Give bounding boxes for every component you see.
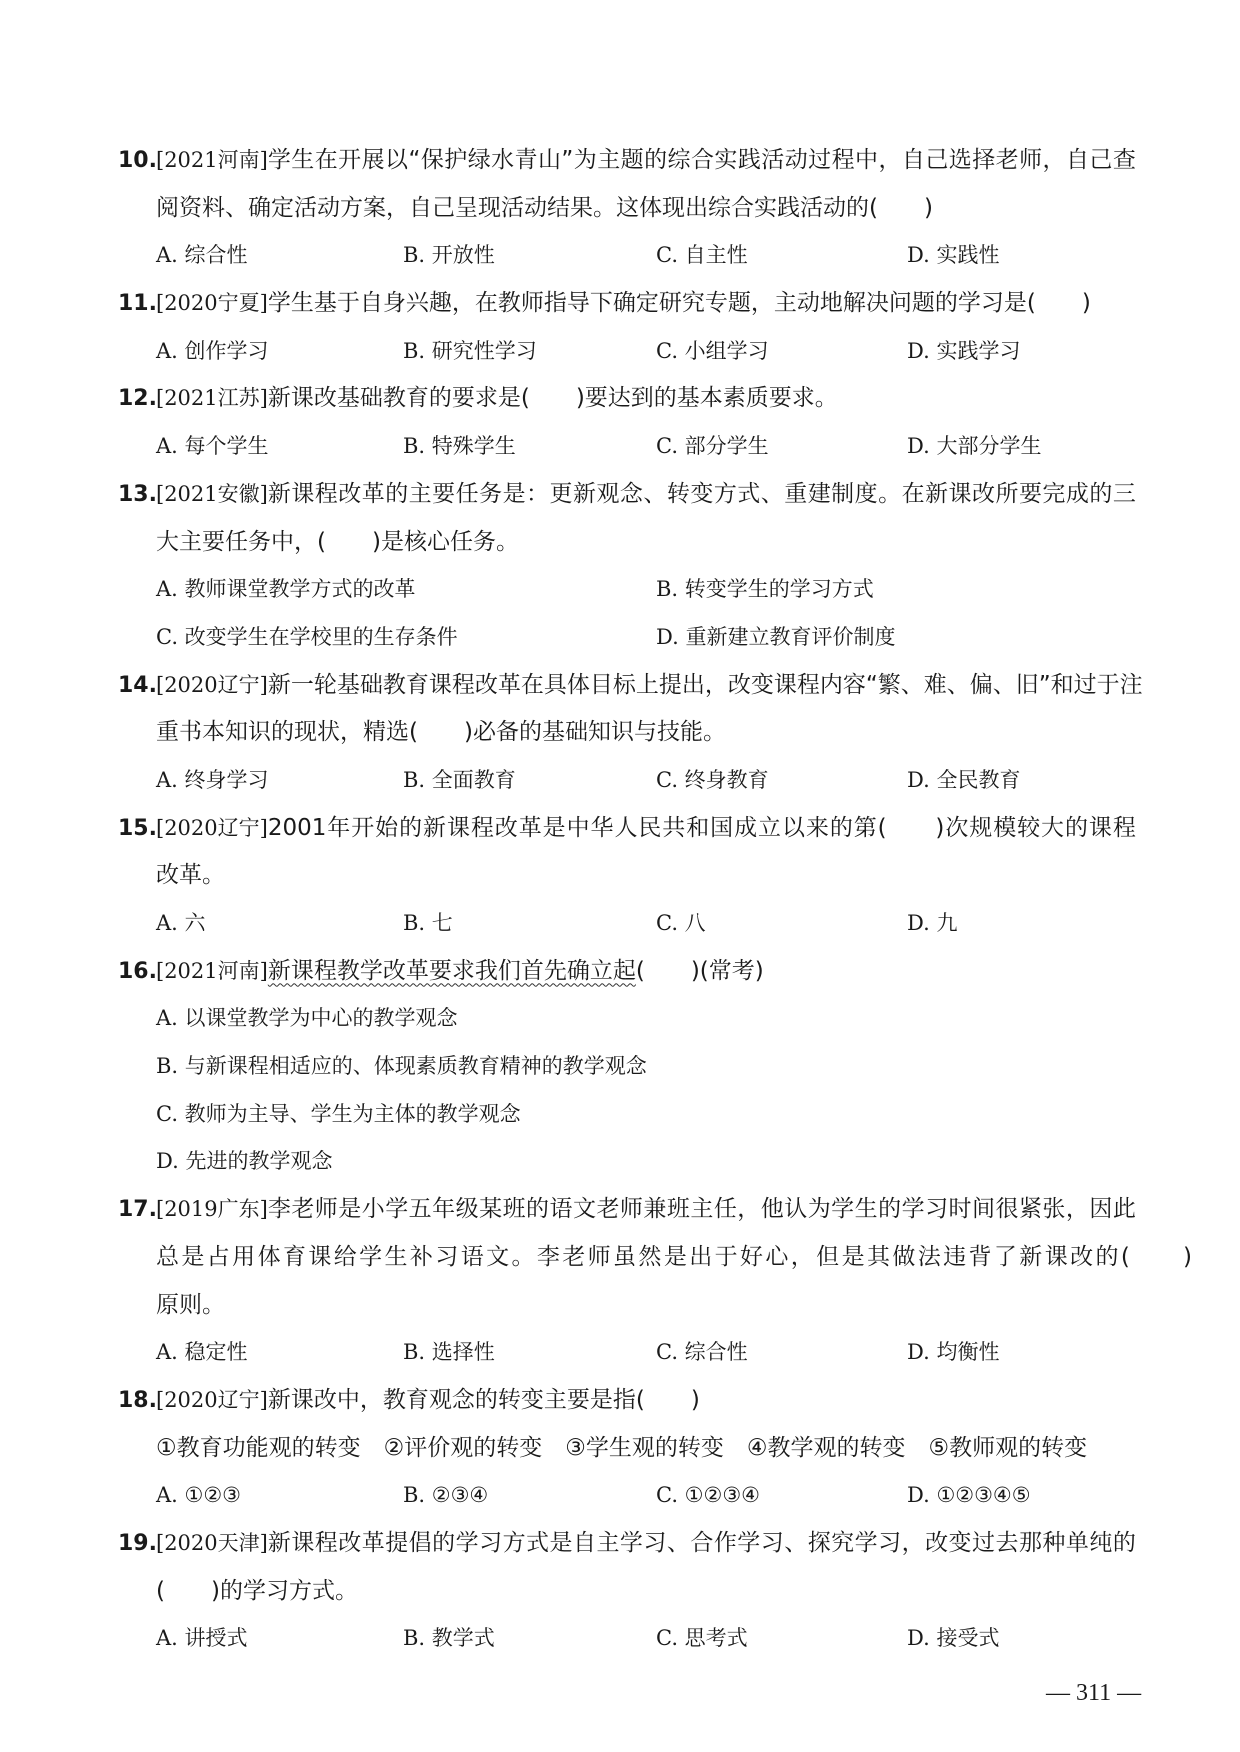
question-stem-line [118, 1186, 1192, 1234]
option-a: A. 终身学习 [156, 767, 269, 792]
question-number: 10. [118, 148, 157, 173]
question-stem-line [118, 1568, 1192, 1616]
question-14 [118, 662, 1192, 805]
question-source: [2020天津] [156, 1530, 268, 1555]
question-stem-line [118, 805, 1192, 853]
question-number: 16. [118, 958, 157, 984]
question-stem-line [118, 137, 1192, 185]
option-a: A. 讲授式 [156, 1626, 248, 1651]
option-a: A. 六 [156, 911, 206, 935]
stem-text: 2001年开始的新课程改革是中华人民共和国成立以来的第( )次规模较大的课程 [267, 814, 1136, 841]
question-11 [118, 280, 1192, 375]
option-b: B. 特殊学生 [403, 434, 516, 459]
option-d: D. 实践性 [907, 243, 1000, 268]
question-source: [2021江苏] [156, 386, 268, 411]
question-stem-line [118, 1282, 1192, 1330]
question-number: 11. [118, 291, 157, 317]
question-stem-line [118, 519, 1192, 567]
option-c: C. 自主性 [656, 243, 748, 268]
option-row [118, 423, 1192, 471]
option-a: A. 每个学生 [156, 434, 269, 459]
question-10 [118, 137, 1192, 280]
question-source: [2021安徽] [156, 481, 268, 506]
question-stem-line [118, 280, 1192, 328]
question-16 [118, 948, 1192, 1186]
option-row [118, 995, 1192, 1043]
question-source: [2020辽宁] [156, 815, 268, 840]
stem-text: 重书本知识的现状，精选( )必备的基础知识与技能。 [156, 719, 726, 746]
stem-text: 新一轮基础教育课程改革在具体目标上提出，改变课程内容“繁、难、偏、旧”和过于注 [267, 671, 1143, 698]
stem-text: 新课程改革提倡的学习方式是自主学习、合作学习、探究学习，改变过去那种单纯的 [267, 1529, 1136, 1556]
option-c: C. 部分学生 [656, 434, 769, 459]
question-number: 13. [118, 481, 157, 507]
stem-text: 新课改中，教育观念的转变主要是指( ) [267, 1386, 700, 1413]
question-18 [118, 1377, 1192, 1520]
option-row [118, 900, 1192, 948]
option-a: A. ①②③ [156, 1483, 241, 1508]
option-row [118, 1329, 1192, 1377]
option-c: C. 教师为主导、学生为主体的教学观念 [156, 1101, 521, 1126]
option-row [118, 1615, 1192, 1663]
option-b: B. 转变学生的学习方式 [656, 577, 874, 602]
option-c: C. 小组学习 [656, 338, 769, 363]
stem-text: 新课改基础教育的要求是( )要达到的基本素质要求。 [267, 385, 838, 412]
question-stem-line [118, 852, 1192, 900]
stem-text: ①教育功能观的转变 ②评价观的转变 ③学生观的转变 ④教学观的转变 ⑤教师观的转变 [156, 1434, 1088, 1461]
option-d: D. 全民教育 [907, 767, 1021, 792]
question-12 [118, 375, 1192, 470]
question-number: 12. [118, 386, 157, 412]
option-d: D. 实践学习 [907, 338, 1021, 363]
question-number: 17. [118, 1197, 157, 1223]
option-c: C. ①②③④ [656, 1483, 760, 1508]
option-b: B. 开放性 [403, 243, 495, 268]
option-c: C. 改变学生在学校里的生存条件 [156, 624, 458, 649]
option-b: B. 教学式 [403, 1626, 495, 1651]
option-d: D. 均衡性 [907, 1340, 1000, 1365]
question-source: [2020宁夏] [156, 291, 268, 316]
option-row [118, 1472, 1192, 1520]
option-row [118, 1043, 1192, 1091]
option-row [118, 1138, 1192, 1186]
question-15 [118, 805, 1192, 948]
option-b: B. 与新课程相适应的、体现素质教育精神的教学观念 [156, 1054, 647, 1079]
question-source: [2020辽宁] [156, 1387, 268, 1412]
option-b: B. 七 [403, 911, 453, 935]
question-stem-line [118, 948, 1192, 996]
question-stem-line [118, 1234, 1192, 1282]
option-b: B. 研究性学习 [403, 338, 537, 363]
option-c: C. 八 [656, 911, 706, 935]
question-stem-line [118, 185, 1192, 233]
option-a: A. 创作学习 [156, 338, 269, 363]
question-stem-line [118, 471, 1192, 519]
option-d: D. 九 [907, 911, 958, 935]
option-d: D. 先进的教学观念 [156, 1149, 333, 1174]
stem-text: ( )(常考) [635, 957, 764, 984]
stem-text: 学生在开展以“保护绿水青山”为主题的综合实践活动过程中，自己选择老师，自己查 [267, 147, 1136, 173]
question-19 [118, 1520, 1192, 1663]
option-c: C. 综合性 [656, 1340, 748, 1365]
question-stem-line [118, 1377, 1192, 1425]
stem-text: ( )的学习方式。 [156, 1577, 358, 1604]
question-source: [2020辽宁] [156, 672, 268, 697]
stem-text: 原则。 [156, 1291, 225, 1318]
option-d: D. 大部分学生 [907, 434, 1042, 459]
question-stem-line [118, 709, 1192, 757]
question-stem-line [118, 375, 1192, 423]
option-d: D. 重新建立教育评价制度 [656, 624, 896, 649]
stem-text: 大主要任务中，( )是核心任务。 [156, 528, 519, 555]
question-number: 19. [118, 1530, 157, 1556]
option-d: D. ①②③④⑤ [907, 1483, 1031, 1508]
question-stem-line [118, 662, 1192, 710]
option-c: C. 终身教育 [656, 767, 769, 792]
question-list [118, 137, 1192, 1663]
question-stem-line [118, 1425, 1192, 1473]
question-source: [2019广东] [156, 1197, 268, 1222]
question-number: 15. [118, 815, 157, 841]
option-row [118, 328, 1192, 376]
stem-text: 学生基于自身兴趣，在教师指导下确定研究专题，主动地解决问题的学习是( ) [267, 290, 1091, 317]
question-number: 14. [118, 672, 157, 698]
option-row [118, 232, 1192, 280]
option-a: A. 以课堂教学为中心的教学观念 [156, 1006, 458, 1031]
option-a: A. 教师课堂教学方式的改革 [156, 577, 416, 602]
stem-text: 新课程改革的主要任务是：更新观念、转变方式、重建制度。在新课改所要完成的三 [267, 480, 1136, 507]
stem-text: 改革。 [156, 862, 225, 889]
option-d: D. 接受式 [907, 1626, 1000, 1651]
option-b: B. 全面教育 [403, 767, 516, 792]
option-b: B. ②③④ [403, 1483, 489, 1508]
option-a: A. 综合性 [156, 243, 248, 268]
stem-text: 总是占用体育课给学生补习语文。李老师虽然是出于好心，但是其做法违背了新课改的( ) [156, 1243, 1192, 1270]
option-row [118, 1091, 1192, 1139]
question-source: [2021河南] [156, 148, 268, 172]
question-13 [118, 471, 1192, 662]
option-c: C. 思考式 [656, 1626, 748, 1651]
page-number: — 311 — [1046, 1680, 1142, 1706]
stem-text: 李老师是小学五年级某班的语文老师兼班主任，他认为学生的学习时间很紧张，因此 [267, 1196, 1136, 1223]
question-stem-line [118, 1520, 1192, 1568]
stem-text: 阅资料、确定活动方案，自己呈现活动结果。这体现出综合实践活动的( ) [156, 194, 933, 221]
option-a: A. 稳定性 [156, 1340, 248, 1365]
emphasized-text: 新课程教学改革要求我们首先确立起 [267, 957, 636, 984]
question-number: 18. [118, 1387, 157, 1413]
option-row [118, 566, 1192, 614]
question-17 [118, 1186, 1192, 1377]
option-row [118, 757, 1192, 805]
option-b: B. 选择性 [403, 1340, 495, 1365]
question-source: [2021河南] [156, 958, 268, 983]
option-row [118, 614, 1192, 662]
